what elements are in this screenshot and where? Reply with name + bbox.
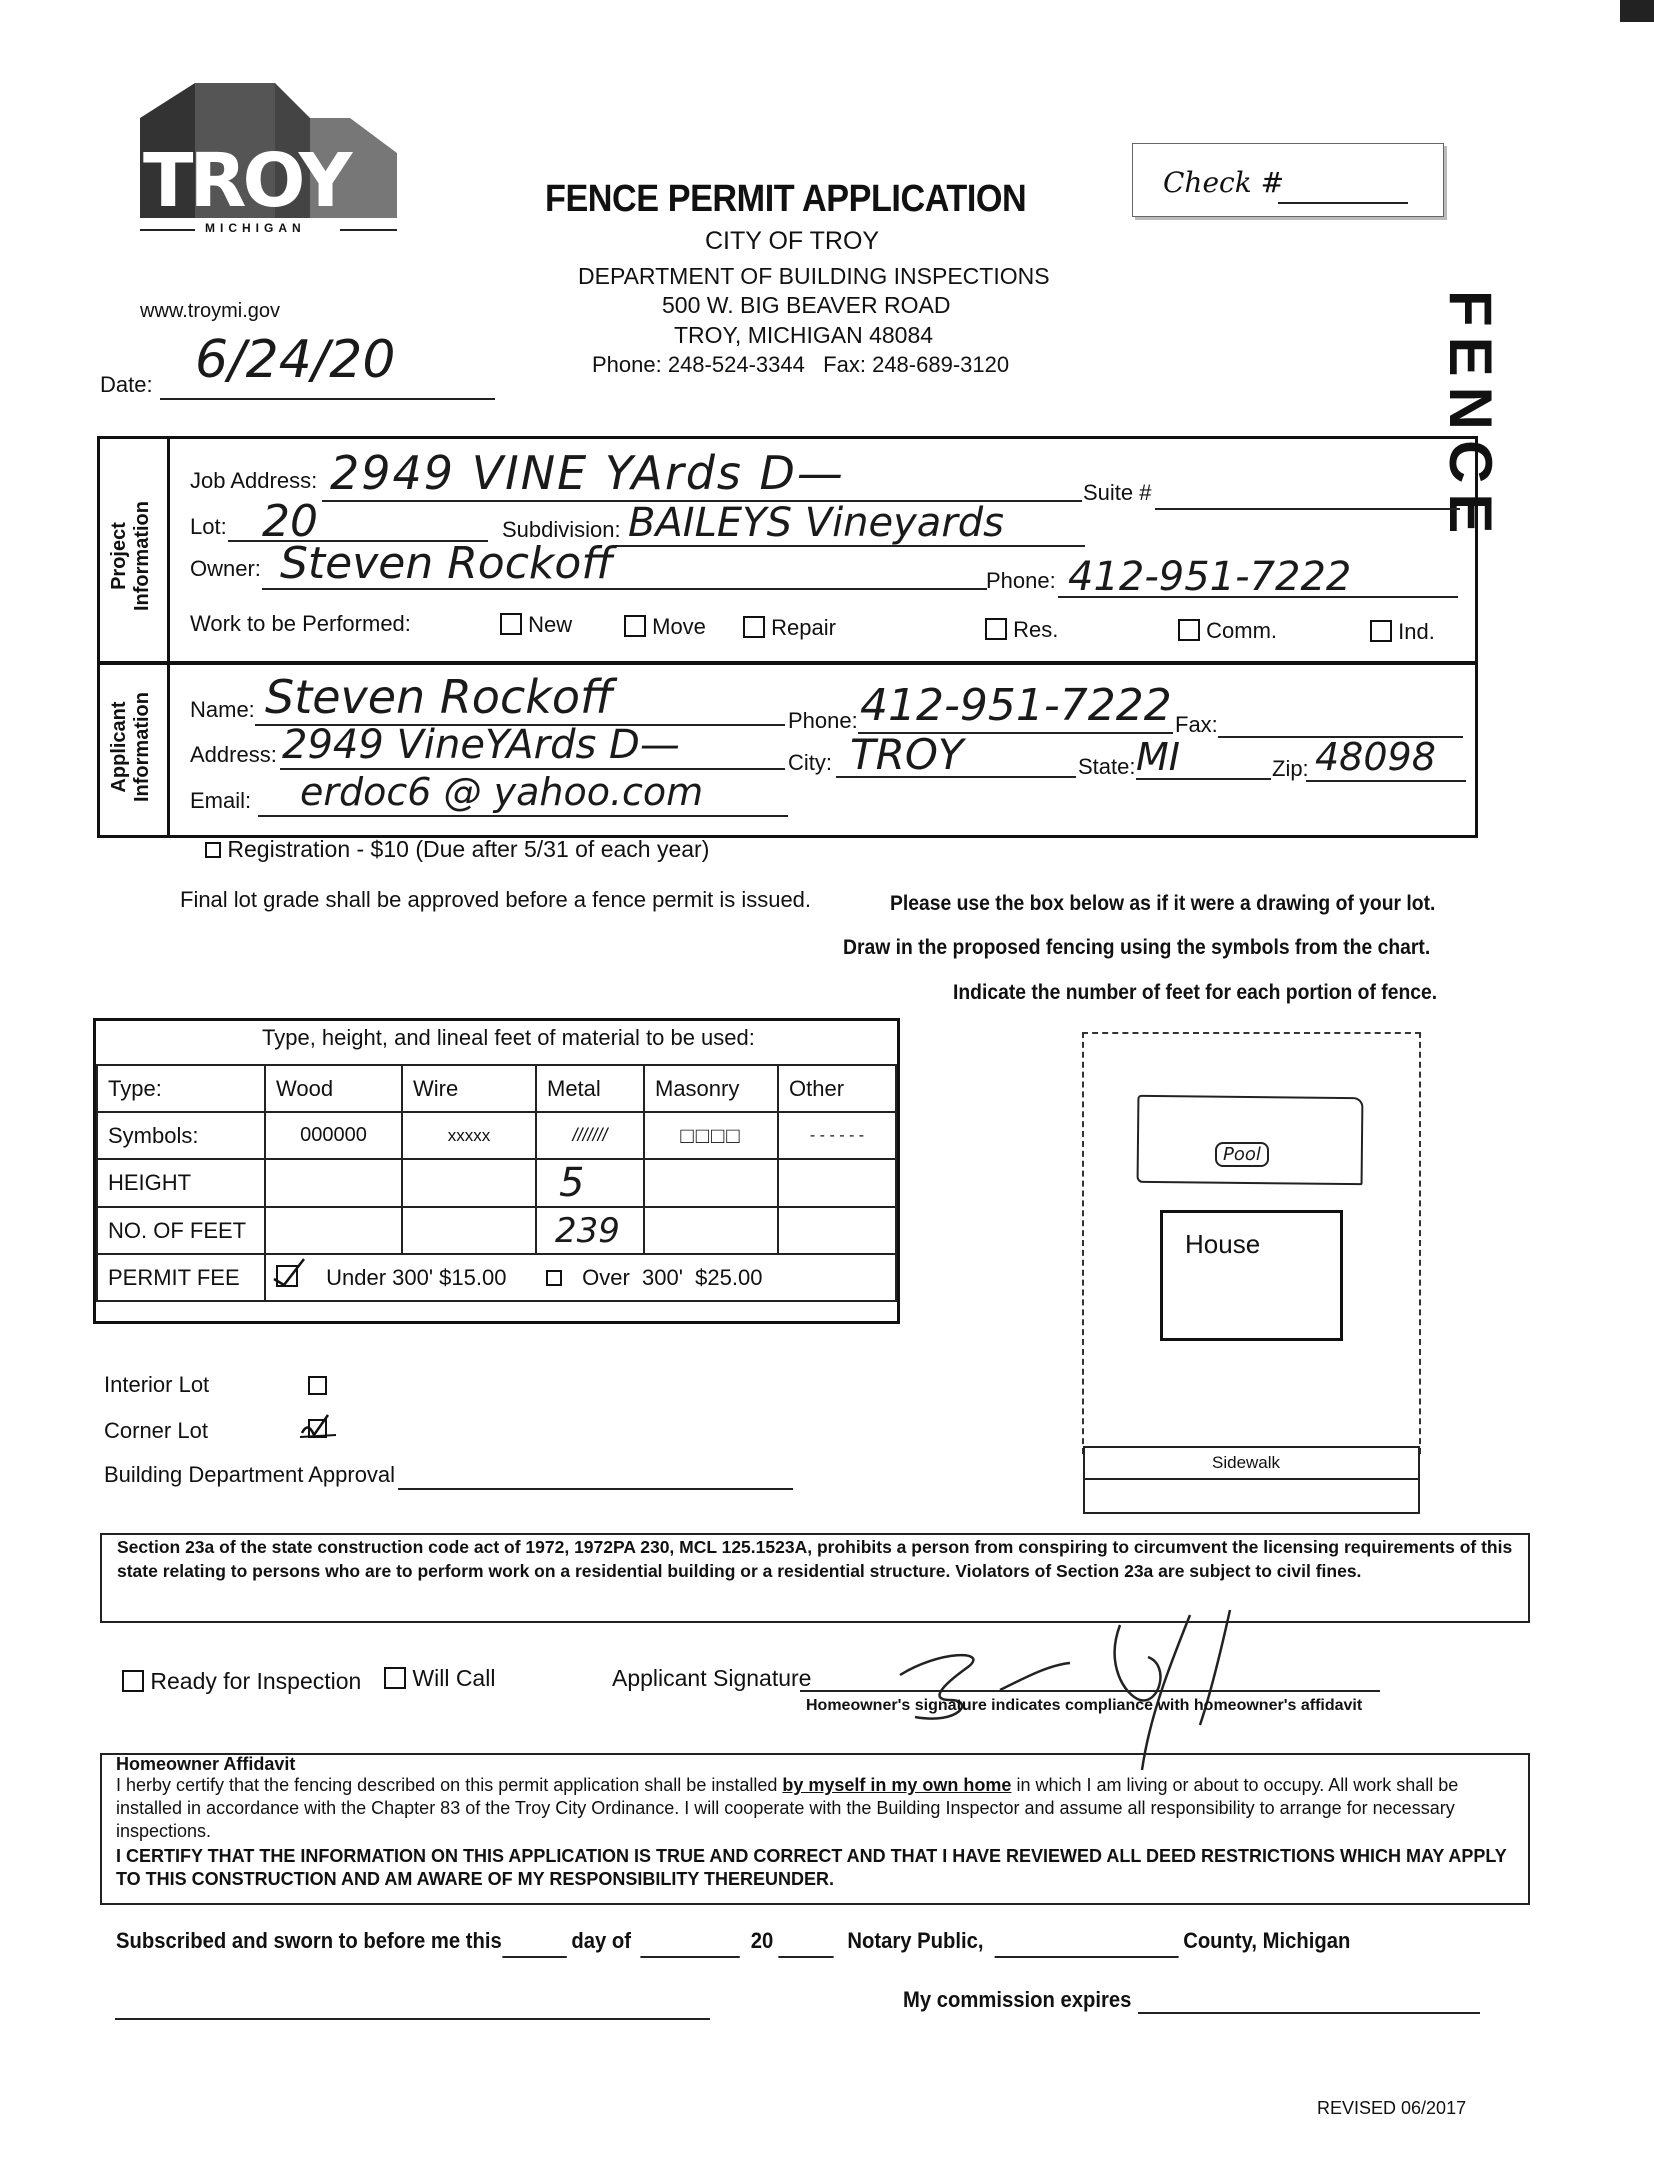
material-type-row <box>97 1065 896 1112</box>
material-feet-row <box>97 1207 896 1254</box>
option-repair[interactable] <box>743 615 836 641</box>
new-label: New <box>528 612 573 637</box>
notary-row <box>116 1928 1404 1964</box>
applicant-email-line <box>258 815 788 817</box>
corner-lot-label: Corner Lot <box>104 1418 208 1443</box>
option-res[interactable] <box>985 617 1058 643</box>
registration-option[interactable] <box>205 836 709 863</box>
commission-blank[interactable] <box>1138 2012 1480 2014</box>
symbol-other: - - - - - - <box>778 1112 896 1159</box>
type-label: Type: <box>97 1065 265 1112</box>
date-line <box>160 398 495 400</box>
check-label: Check # <box>1163 166 1285 199</box>
symbol-metal: /////// <box>536 1112 644 1159</box>
fee-over-cell[interactable] <box>536 1254 896 1301</box>
ready-checkbox[interactable] <box>122 1670 144 1692</box>
res-checkbox[interactable] <box>985 618 1007 640</box>
county-blank[interactable] <box>995 1956 1179 1958</box>
website: www.troymi.gov <box>140 300 281 322</box>
option-comm[interactable] <box>1178 618 1277 644</box>
symbol-wood: 000000 <box>265 1112 402 1159</box>
svg-text:TROY: TROY <box>143 138 349 224</box>
feet-metal[interactable]: 239 <box>536 1207 644 1254</box>
revised-date: REVISED 06/2017 <box>1317 2098 1467 2118</box>
applicant-email-label: Email: <box>190 788 252 813</box>
month-blank[interactable] <box>640 1956 739 1958</box>
type-other: Other <box>778 1065 896 1112</box>
height-masonry[interactable] <box>644 1159 778 1207</box>
option-ind[interactable] <box>1370 619 1435 645</box>
type-wood: Wood <box>265 1065 402 1112</box>
fee-over-checkbox[interactable] <box>546 1270 562 1286</box>
height-wire[interactable] <box>402 1159 536 1207</box>
drawing-instruction-3: Indicate the number of feet for each portion of fence. <box>953 981 1438 1004</box>
owner-label: Owner: <box>190 556 261 581</box>
material-fee-row <box>97 1254 896 1301</box>
applicant-signature-label: Applicant Signature <box>612 1665 812 1691</box>
date-label: Date: <box>100 372 153 397</box>
owner-phone-label: Phone: <box>986 568 1056 593</box>
section-23a-text: Section 23a of the state construction code act of 1972, 1972PA 230, MCL 125.1523A, prohibits a person from conspiring to circumvent the licensing requirements of this state relating to persons who are to perform work on a residential building or a residential structure. Violators of Section 23a are subject to civil fines. <box>117 1537 1513 1581</box>
res-label: Res. <box>1013 617 1059 642</box>
ready-for-inspection[interactable] <box>122 1668 361 1695</box>
building-approval-line <box>398 1488 793 1490</box>
subscribed-text: Subscribed and sworn to before me this <box>116 1928 502 1953</box>
checkmark-icon <box>272 1257 306 1287</box>
lot-label: Lot: <box>190 514 227 539</box>
material-table-title: Type, height, and lineal feet of material to be used: <box>262 1025 755 1050</box>
applicant-section-label: Applicant Information <box>108 692 153 802</box>
suite-label: Suite # <box>1083 480 1152 505</box>
check-line <box>1278 202 1408 204</box>
ind-checkbox[interactable] <box>1370 620 1392 642</box>
notary-signature-line[interactable] <box>115 2018 710 2020</box>
fee-label: PERMIT FEE <box>97 1254 265 1301</box>
check-box <box>1132 143 1444 217</box>
signature-note: Homeowner's signature indicates compliance with homeowner's affidavit <box>806 1697 1363 1714</box>
option-new[interactable] <box>500 612 572 638</box>
corner-lot-check-icon <box>298 1413 338 1443</box>
applicant-email-value[interactable]: erdoc6 @ yahoo.com <box>300 770 704 814</box>
house-label: House <box>1185 1229 1261 1259</box>
height-wood[interactable] <box>265 1159 402 1207</box>
affidavit-text-a: I herby certify that the fencing described on this permit application shall be installed <box>116 1775 783 1795</box>
applicant-name-label: Name: <box>190 697 255 722</box>
comm-label: Comm. <box>1206 618 1278 643</box>
applicant-state-value[interactable]: MI <box>1136 735 1180 779</box>
symbol-masonry: □□□□ <box>644 1112 778 1159</box>
material-height-row <box>97 1159 896 1207</box>
phone-fax: Phone: 248-524-3344 Fax: 248-689-3120 <box>592 352 1010 377</box>
feet-masonry[interactable] <box>644 1207 778 1254</box>
repair-checkbox[interactable] <box>743 616 765 638</box>
applicant-phone-label: Phone: <box>788 708 858 733</box>
city-state-zip: TROY, MICHIGAN 48084 <box>674 322 934 348</box>
commission-text: My commission expires <box>903 1987 1132 2012</box>
pool-label <box>1215 1142 1269 1167</box>
affidavit-body <box>116 1774 1516 1843</box>
day-of-text: day of <box>571 1928 632 1953</box>
fee-under-checkbox[interactable] <box>276 1265 298 1287</box>
will-call-label: Will Call <box>412 1665 496 1691</box>
applicant-address-value[interactable]: 2949 VineYArds D— <box>282 722 680 768</box>
affidavit-title: Homeowner Affidavit <box>116 1754 296 1774</box>
applicant-phone-value[interactable]: 412-951-7222 <box>860 680 1172 731</box>
logo-subtitle: MICHIGAN <box>205 221 306 235</box>
type-metal: Metal <box>536 1065 644 1112</box>
applicant-zip-value[interactable]: 48098 <box>1315 735 1436 779</box>
interior-lot-checkbox[interactable] <box>308 1376 327 1395</box>
subdivision-label: Subdivision: <box>502 517 621 542</box>
fee-under-label: Under 300' $15.00 <box>326 1264 507 1290</box>
applicant-zip-label: Zip: <box>1272 756 1309 781</box>
affidavit-certify: I CERTIFY THAT THE INFORMATION ON THIS APPLICATION IS TRUE AND CORRECT AND THAT I HAVE REVIEWED ALL DEED RESTRICTIONS WHICH MAY APPLY TO THIS CONSTRUCTION AND AM AWARE OF MY RESPONSIBILITY THEREUNDER. <box>116 1846 1507 1889</box>
form-title: FENCE PERMIT APPLICATION <box>545 178 1027 220</box>
subdivision-value[interactable]: BAILEYS Vineyards <box>628 500 1004 546</box>
county-text: County, Michigan <box>1183 1928 1351 1953</box>
registration-label: Registration - $10 (Due after 5/31 of each year) <box>227 836 710 862</box>
pool-text: Pool <box>1223 1144 1261 1165</box>
will-call-checkbox[interactable] <box>384 1667 406 1689</box>
troy-logo <box>135 78 405 238</box>
house-box <box>1160 1210 1343 1341</box>
move-checkbox[interactable] <box>624 615 646 637</box>
will-call[interactable] <box>384 1665 495 1692</box>
sidewalk-label: Sidewalk <box>1212 1453 1281 1472</box>
comm-checkbox[interactable] <box>1178 619 1200 641</box>
work-to-be-performed-label: Work to be Performed: <box>190 611 411 636</box>
material-table <box>96 1064 897 1302</box>
symbols-label: Symbols: <box>97 1112 265 1159</box>
fee-under-cell[interactable] <box>265 1254 536 1301</box>
fee-over-label: Over 300' $25.00 <box>582 1264 763 1290</box>
repair-label: Repair <box>771 615 836 640</box>
applicant-city-value[interactable]: TROY <box>850 730 964 779</box>
ind-label: Ind. <box>1398 619 1435 644</box>
lot-value[interactable]: 20 <box>262 496 318 547</box>
department: DEPARTMENT OF BUILDING INSPECTIONS <box>578 263 1050 289</box>
project-section-label: Project Information <box>108 501 153 611</box>
applicant-signature[interactable] <box>880 1605 1300 1775</box>
feet-other[interactable] <box>778 1207 896 1254</box>
move-label: Move <box>652 614 706 639</box>
fence-side-tab <box>1435 290 1505 544</box>
suite-line <box>1155 508 1460 510</box>
feet-wood[interactable] <box>265 1207 402 1254</box>
type-wire: Wire <box>402 1065 536 1112</box>
type-masonry: Masonry <box>644 1065 778 1112</box>
owner-phone-value[interactable]: 412-951-7222 <box>1068 554 1352 600</box>
material-symbols-row <box>97 1112 896 1159</box>
applicant-name-value[interactable]: Steven Rockoff <box>265 670 614 724</box>
street-address: 500 W. BIG BEAVER ROAD <box>662 292 951 318</box>
date-value[interactable]: 6/24/20 <box>195 330 396 390</box>
notary-public-text: Notary Public, <box>847 1928 984 1953</box>
year-blank[interactable] <box>778 1956 833 1958</box>
applicant-zip-line <box>1306 780 1466 782</box>
feet-wire[interactable] <box>402 1207 536 1254</box>
drawing-instruction-2: Draw in the proposed fencing using the symbols from the chart. <box>843 936 1431 959</box>
height-other[interactable] <box>778 1159 896 1207</box>
affidavit-text-underlined: by myself in my own home <box>782 1775 1012 1795</box>
option-move[interactable] <box>624 614 706 640</box>
registration-checkbox[interactable] <box>205 842 221 858</box>
ready-label: Ready for Inspection <box>150 1668 362 1694</box>
job-address-label: Job Address: <box>190 468 318 493</box>
corner-lot-checkbox[interactable] <box>308 1419 327 1438</box>
fence-tab-text: FENCE <box>1437 290 1504 544</box>
new-checkbox[interactable] <box>500 613 522 635</box>
pool-outline <box>1137 1095 1364 1185</box>
applicant-fax-label: Fax: <box>1175 712 1218 737</box>
year-prefix: 20 <box>750 1928 774 1953</box>
affidavit-text-b: in which I am living or about to occupy. All work shall be installed in accordance with the Chapter 83 of the Troy City Ordinance. I will cooperate with the Building Inspector and assume all responsibility to arrange for necessary inspections. <box>116 1775 1459 1841</box>
applicant-city-label: City: <box>788 750 832 775</box>
symbol-wire: xxxxx <box>402 1112 536 1159</box>
owner-value[interactable]: Steven Rockoff <box>280 538 614 589</box>
interior-lot-label: Interior Lot <box>104 1372 210 1397</box>
applicant-address-label: Address: <box>190 742 277 767</box>
sidewalk-divider <box>1085 1478 1418 1480</box>
job-address-value[interactable]: 2949 VINE YArds D— <box>330 446 845 500</box>
scan-edge-mark <box>1620 0 1654 22</box>
height-metal[interactable]: 5 <box>536 1159 644 1207</box>
city-name: CITY OF TROY <box>705 227 880 255</box>
height-label: HEIGHT <box>97 1159 265 1207</box>
applicant-state-label: State: <box>1078 754 1136 779</box>
day-blank[interactable] <box>502 1956 566 1958</box>
building-approval-label: Building Department Approval <box>104 1462 396 1487</box>
feet-label: NO. OF FEET <box>97 1207 265 1254</box>
final-grade-note: Final lot grade shall be approved before a fence permit is issued. <box>180 887 812 912</box>
drawing-instruction-1: Please use the box below as if it were a drawing of your lot. <box>890 892 1436 915</box>
sidewalk-box <box>1083 1446 1420 1514</box>
